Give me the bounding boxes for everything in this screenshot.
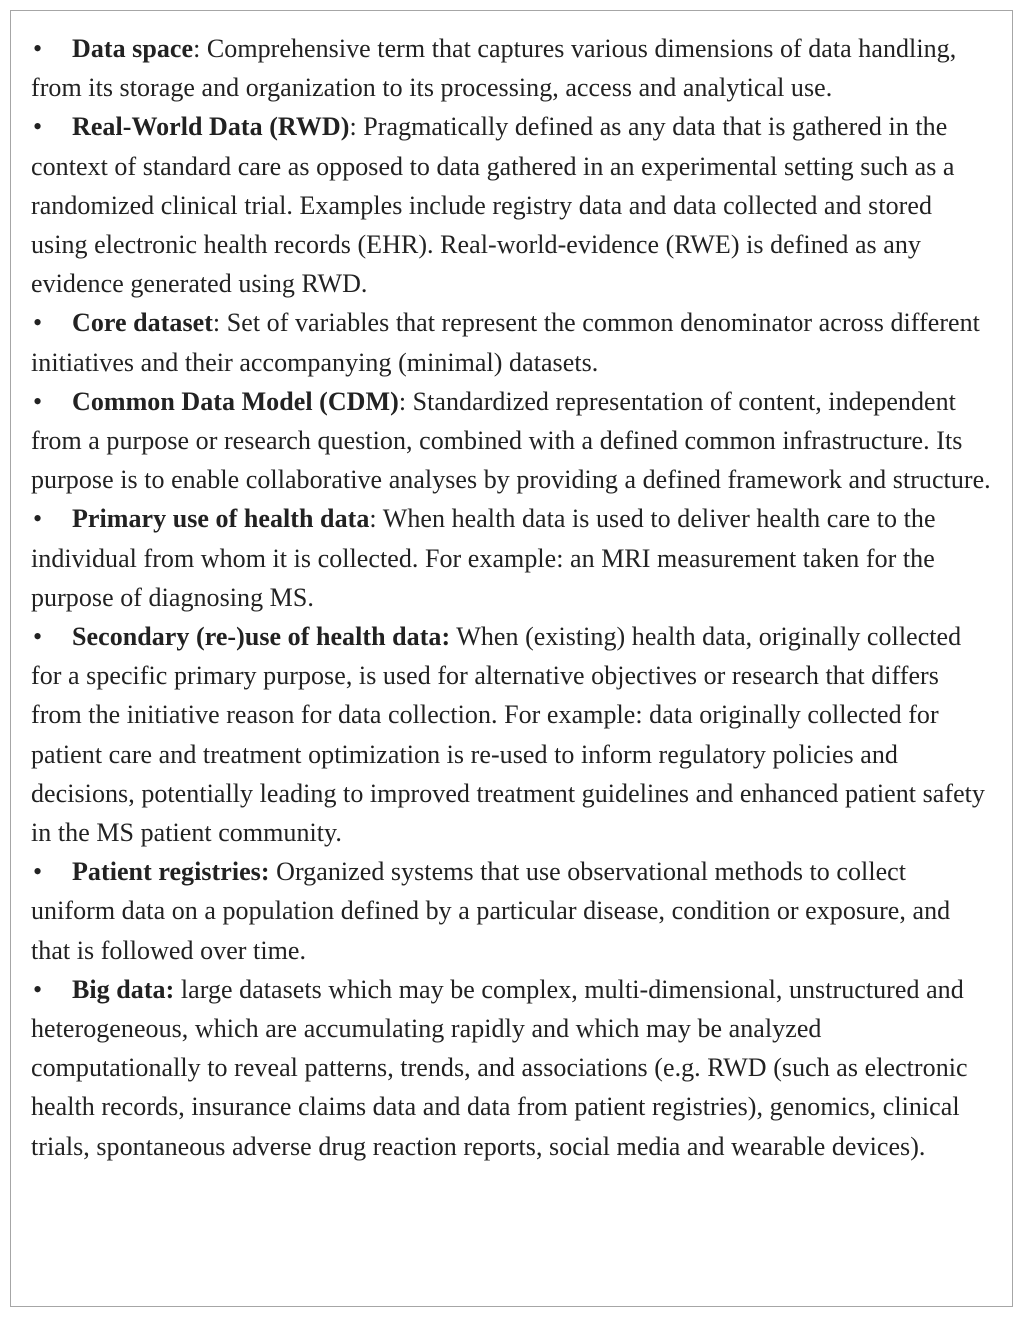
glossary-definition: large datasets which may be complex, multi-dimensional, unstructured and heterogeneous, which are accumulating rapidly and which may be analyzed computationally to reveal patterns, trends, and associations (e.g. RWD (such as electronic health records, insurance claims data and data from patient registries), genomics, clinical trials, spontaneous adverse drug reaction reports, social media and wearable devices).	[31, 974, 968, 1161]
glossary-item-secondary-use	[31, 617, 992, 852]
bullet: •	[33, 622, 43, 652]
glossary-item-real-world-data	[31, 107, 992, 303]
glossary-term: Primary use of health data	[72, 504, 370, 534]
glossary-definition: : Comprehensive term that captures various dimensions of data handling, from its storage and organization to its processing, access and analytical use.	[31, 34, 957, 103]
glossary-term: Secondary (re-)use of health data:	[72, 622, 451, 652]
glossary-definition: When (existing) health data, originally collected for a specific primary purpose, is used for alternative objectives or research that differs from the initiative reason for data collection. For example: data originally collected for patient care and treatment optimization is re-used to inform regulatory policies and decisions, potentially leading to improved treatment guidelines and enhanced patient safety in the MS patient community.	[31, 622, 985, 848]
bullet: •	[33, 112, 43, 142]
glossary-item-big-data	[31, 970, 992, 1166]
glossary-term: Data space	[72, 34, 194, 63]
bullet: •	[33, 386, 43, 416]
glossary-definition: Organized systems that use observational methods to collect uniform data on a population defined by a particular disease, condition or exposure, and that is followed over time.	[31, 857, 951, 965]
glossary-item-patient-registries	[31, 852, 992, 970]
glossary-term: Patient registries:	[72, 857, 270, 887]
glossary-item-data-space	[31, 29, 992, 107]
glossary-definition: : Standardized representation of content, independent from a purpose or research question, combined with a defined common infrastructure. Its purpose is to enable collaborative analyses by providing a defined framework and structure.	[31, 386, 991, 495]
bullet: •	[33, 857, 43, 887]
bullet: •	[33, 308, 43, 338]
glossary-definition: : When health data is used to deliver health care to the individual from whom it is collected. For example: an MRI measurement taken for the purpose of diagnosing MS.	[31, 504, 936, 612]
glossary-item-primary-use	[31, 499, 992, 617]
glossary-definition: : Set of variables that represent the common denominator across different initiatives and their accompanying (minimal) datasets.	[31, 308, 980, 377]
glossary-term: Real-World Data (RWD)	[72, 112, 350, 142]
glossary-term: Core dataset	[72, 308, 213, 338]
glossary-definition: : Pragmatically defined as any data that is gathered in the context of standard care as opposed to data gathered in an experimental setting such as a randomized clinical trial. Examples include registry data and data collected and stored using electronic health records (EHR). Real-world-evidence (RWE) is defined as any evidence generated using RWD.	[31, 112, 955, 299]
bullet: •	[33, 504, 43, 534]
glossary-box	[10, 10, 1013, 1307]
bullet: •	[33, 974, 43, 1004]
glossary-term: Common Data Model (CDM)	[72, 386, 399, 416]
glossary-item-common-data-model	[31, 382, 992, 500]
bullet: •	[33, 34, 43, 63]
glossary-term: Big data:	[72, 974, 175, 1004]
glossary-item-core-dataset	[31, 303, 992, 381]
